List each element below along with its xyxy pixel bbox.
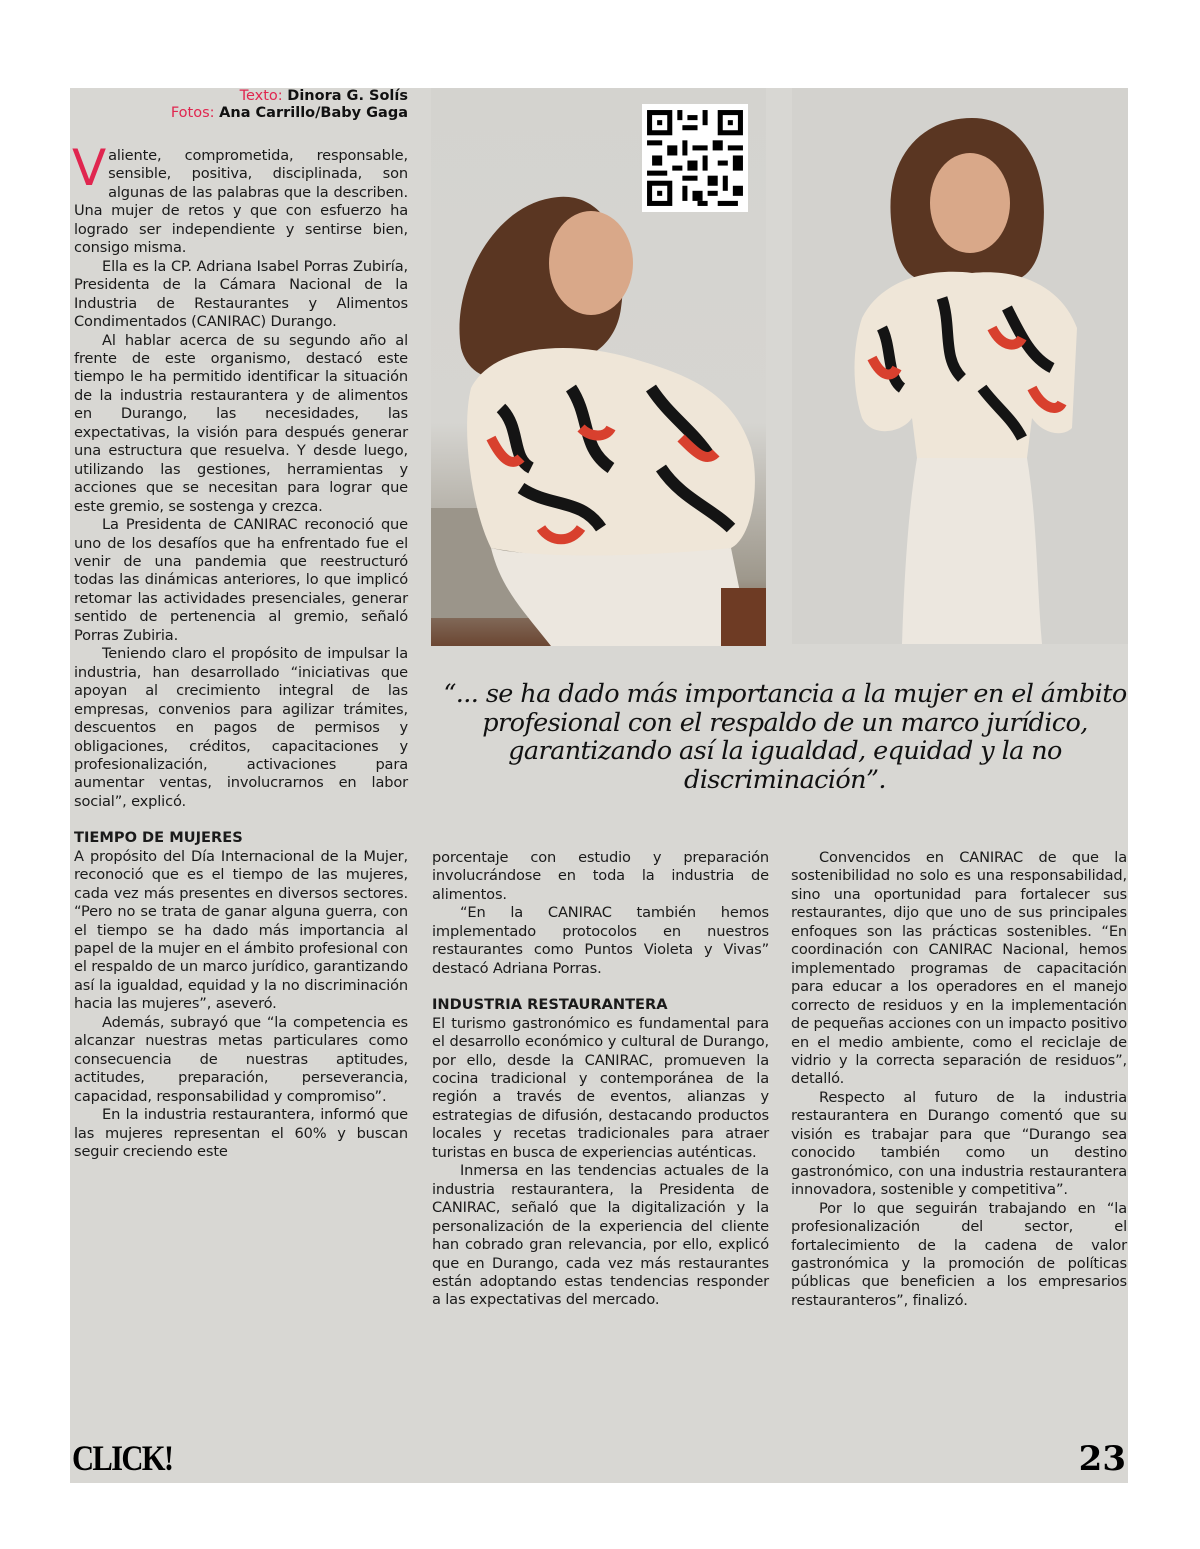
trousers [491,548,751,646]
photo-credit-author: Ana Carrillo/Baby Gaga [219,105,408,121]
spacer [432,978,769,996]
paragraph: Por lo que seguirán trabajando en “la profesionalización del sector, el fortalecimiento de la cadena de valor gastronómica y la promoción de políticas públicas que beneficien a los empresarios restauranteros”, finalizó. [791,1199,1127,1309]
paragraph: Inmersa en las tendencias actuales de la industria restaurantera, la Presidenta de CANIRAC, señaló que la digitalización y la personalización de la experiencia del cliente han cobrado gran relevancia, por ello, explicó que en Durango, cada vez más restaurantes están adoptando estas tendencias responder a las expectativas del mercado. [432,1162,769,1309]
paragraph: Convencidos en CANIRAC de que la sostenibilidad no solo es una responsabilidad, sino una oportunidad para fortalecer sus restaurantes, dijo que uno de sus principales enfoques son las prácticas sostenibles. “En coordinación con CANIRAC Nacional, hemos implementado programas de capacitación para educar a los operadores en el manejo correcto de residuos y en la implementación de pequeñas acciones con un impacto positivo en el medio ambiente, como el reciclaje de vidrio y la correcta separación de residuos”, detalló. [791,849,1127,1088]
paragraph: “En la CANIRAC también hemos implementado protocolos en nuestros restaurantes como Puntos Violeta y Vivas” destacó Adriana Porras. [432,904,769,977]
article-column-1 [72,139,408,1161]
photo-credit-label: Fotos: [170,105,215,121]
paragraph: El turismo gastronómico es fundamental para el desarrollo económico y cultural de Durango, por ello, desde la CANIRAC, promueven la cocina tradicional y contemporánea de la región a través de eventos, alianzas y estrategias de difusión, destacando productos locales y recetas tradicionales para atraer turistas en busca de experiencias auténticas. [432,1014,769,1161]
paragraph: Ella es la CP. Adriana Isabel Porras Zubiría, Presidenta de la Cámara Nacional de la Industria de Restaurantes y Alimentos Condimentados (CANIRAC) Durango. [74,257,408,331]
intro-paragraph [72,139,408,258]
text-credit-label: Texto: [239,88,283,104]
section-heading: TIEMPO DE MUJERES [74,829,243,847]
article-column-2 [432,849,769,1310]
trousers [902,458,1042,644]
qr-code-icon[interactable] [642,104,748,212]
paragraph: En la industria restaurantera, informó que las mujeres representan el 60% y buscan seguir creciendo este [74,1106,408,1161]
paragraph: La Presidenta de CANIRAC reconoció que uno de los desafíos que ha enfrentado fue el venir de una pandemia que reestructuró todas las dinámicas anteriores, lo que implicó retomar las actividades presenciales, generar sentido de pertenencia al gremio, señaló Porras Zubiria. [74,516,408,644]
paragraph: Respecto al futuro de la industria restaurantera en Durango comentó que su visión es trabajar para que “Durango sea conocido también como un destino gastronómico, con una industria restaurantera innovadora, sostenible y competitiva”. [791,1088,1127,1199]
drop-cap: V [72,139,107,197]
section-heading: INDUSTRIA RESTAURANTERA [432,996,668,1014]
paragraph: Además, subrayó que “la competencia es alcanzar nuestras metas particulares como consecuencia de nuestras aptitudes, actitudes, preparación, perseverancia, capacidad, responsabilidad y compromiso”. [74,1013,408,1105]
photo-credit [74,105,408,122]
article-column-3 [791,849,1127,1310]
page-number: 23 [1078,1439,1126,1479]
text-credit [74,88,408,105]
spacer [74,811,408,829]
face [930,153,1010,253]
magazine-logo: CLICK! [72,1438,173,1478]
floor [721,588,766,646]
photo-standing-portrait [792,88,1128,644]
qr-code-graphic [642,104,748,212]
paragraph: porcentaje con estudio y preparación involucrándose en toda la industria de alimentos. [432,849,769,903]
pull-quote: “... se ha dado más importancia a la mujer en el ámbito profesional con el respaldo de un marco jurídico, garantizando así la igualdad, equidad y la no discriminación”. [443,679,1127,795]
paragraph: Teniendo claro el propósito de impulsar la industria, han desarrollado “iniciativas que apoyan al crecimiento integral de las empresas, convenios para agilizar trámites, descuentos en pagos de permisos y obligaciones, créditos, capacitaciones y profesionalización, activaciones para aumentar ventas, involucrarnos en labor social”, explicó. [74,645,408,810]
text-credit-author: Dinora G. Solís [287,88,408,104]
paragraph: Al hablar acerca de su segundo año al frente de este organismo, destacó este tiempo le ha permitido identificar la situación de la industria restaurantera y de alimentos en Durango, las necesidades, las expectativas, la visión para después generar una estructura que resuelva. Y desde luego, utilizando las gestiones, herramientas y acciones que se necesitan para lograr que este gremio, se sostenga y crezca. [74,331,408,515]
intro-text: aliente, comprometida, responsable, sensible, positiva, disciplinada, son algunas de las palabras que la describen. Una mujer de retos y que con esfuerzo ha logrado ser independiente y sentirse bien, consigo misma. [74,147,408,257]
credits [74,88,408,122]
paragraph: A propósito del Día Internacional de la Mujer, reconoció que es el tiempo de las mujeres, cada vez más presentes en diversos sectores. “Pero no se trata de ganar alguna guerra, con el tiempo se ha dado más importancia al papel de la mujer en el ámbito profesional con el respaldo de un marco jurídico, garantizando así la igualdad, equidad y la no discriminación hacia las mujeres”, aseveró. [74,847,408,1013]
face [549,211,633,315]
photo-illustration [792,88,1128,644]
